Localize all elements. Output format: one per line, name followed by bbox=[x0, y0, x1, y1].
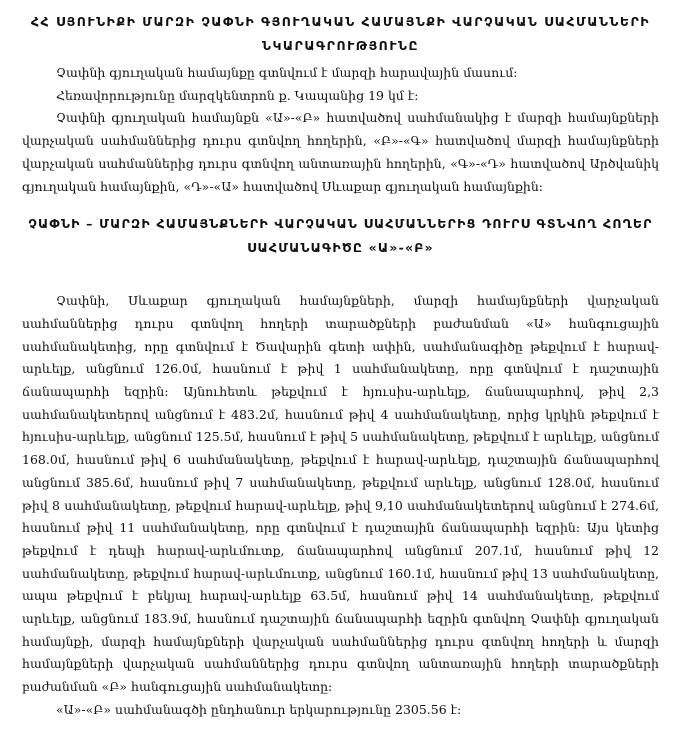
document-title-line-2: ՆԿԱՐԱԳՐՈՒԹՅՈՒՆԸ bbox=[262, 38, 419, 53]
paragraph-distance: Հեռավորությունը մարզկենտրոն ք. Կապանից 19 կմ է: bbox=[56, 87, 419, 103]
paragraph-boundary-description: Չափնի, Սևաքար գյուղական համայնքների, մարզի համայնքների վարչական սահմաններից դուրս գտնվող հողերի տարածքների բաժանման «Ա» հանգուցային սահմանակետից, որը գտնվում է Ծավարին գետի ափին, սահմանագիծը թեքվում է հարավ-արևելք, անցնում 126.0մ, հասնում է թիվ 1 սահմանակետը, որը գտնվում է դաշտային ճանապարհի եզրին: Այնուհետև թեքվում է հյուսիս-արևելք, ճանապարհով, թիվ 2,3 սահմանակետերով անցնում է 483.2մ, հասնում թիվ 4 սահմանակետը, որից կրկին թեքվում է հյուսիս-արևելք, անցնում 125.5մ, հասնում է թիվ 5 սահմանակետը, թեքվում է արևելք, անցնում 168.0մ, հասնում թիվ 6 սահմանակետը, թեքվում է հարավ-արևելք, դաշտային ճանապարհով անցնում 385.6մ, հասնում թիվ 7 սահմանակետը, թեքվում արևելք, անցնում 128.0մ, հասնում թիվ 8 սահմանակետը, թեքվում հարավ-արևելք, թիվ 9,10 սահմանակետերով անցնում է 274.6մ, հասնում թիվ 11 սահմանակետը, որը գտնվում է դաշտային ճանապարհի եզրին: Այս կետից թեքվում է դեպի հարավ-արևմուտք, ճանապարհով անցնում 207.1մ, հասնում թիվ 12 սահմանակետը, թեքվում հարավ-արևմուտք, անցնում 160.1մ, հասնում թիվ 13 սահմանակետը, ապա թեքվում է բեկյալ հարավ-արևելք 63.5մ, հասնում թիվ 14 սահմանակետը, թեքվում արևելք, անցնում 183.9մ, հասնում դաշտային ճանապարհի եզրին գտնվող Չափնի գյուղական համայնքի, մարզի համայնքների վարչական սահմաններից դուրս գտնվող հողերի և մարզի համայնքների վարչական սահմաններից դուրս գտնվող անտառային հողերի տարածքների բաժանման «Բ» հանգուցային սահմանակետը: bbox=[22, 293, 659, 695]
document-title-line-1: ՀՀ ՍՅՈՒՆԻՔԻ ՄԱՐԶԻ ՉԱՓՆԻ ԳՅՈՒՂԱԿԱՆ ՀԱՄԱՅՆՔԻ ՎԱՐՉԱԿԱՆ ՍԱՀՄԱՆՆԵՐԻ bbox=[30, 14, 651, 29]
paragraph-borders: Չափնի գյուղական համայնքն «Ա»-«Բ» հատվածով սահմանակից է մարզի համայնքների վարչական սահմաններից դուրս գտնվող հողերին, «Բ»-«Գ» հատվածով մարզի համայնքների վարչական սահմաններից դուրս գտնվող անտառային հողերին, «Գ»-«Դ» հատվածով Արծվանիկ գյուղական համայնքին, «Դ»-«Ա» հատվածով Սևաքար գյուղական համայնքին: bbox=[22, 110, 659, 194]
paragraph-total-length: «Ա»-«Բ» սահմանագծի ընդհանուր երկարությունը 2305.56 է: bbox=[56, 701, 462, 717]
paragraph-location: Չափնի գյուղական համայնքը գտնվում է մարզի հարավային մասում: bbox=[56, 65, 518, 80]
section-title-line-1: ՉԱՓՆԻ – ՄԱՐԶԻ ՀԱՄԱՅՆՔՆԵՐԻ ՎԱՐՉԱԿԱՆ ՍԱՀՄԱՆՆԵՐԻՑ ԴՈՒՐՍ ԳՏՆՎՈՂ ՀՈՂԵՐ bbox=[28, 216, 653, 232]
section-title-line-2: ՍԱՀՄԱՆԱԳԻԾԸ «Ա»-«Բ» bbox=[247, 240, 434, 256]
